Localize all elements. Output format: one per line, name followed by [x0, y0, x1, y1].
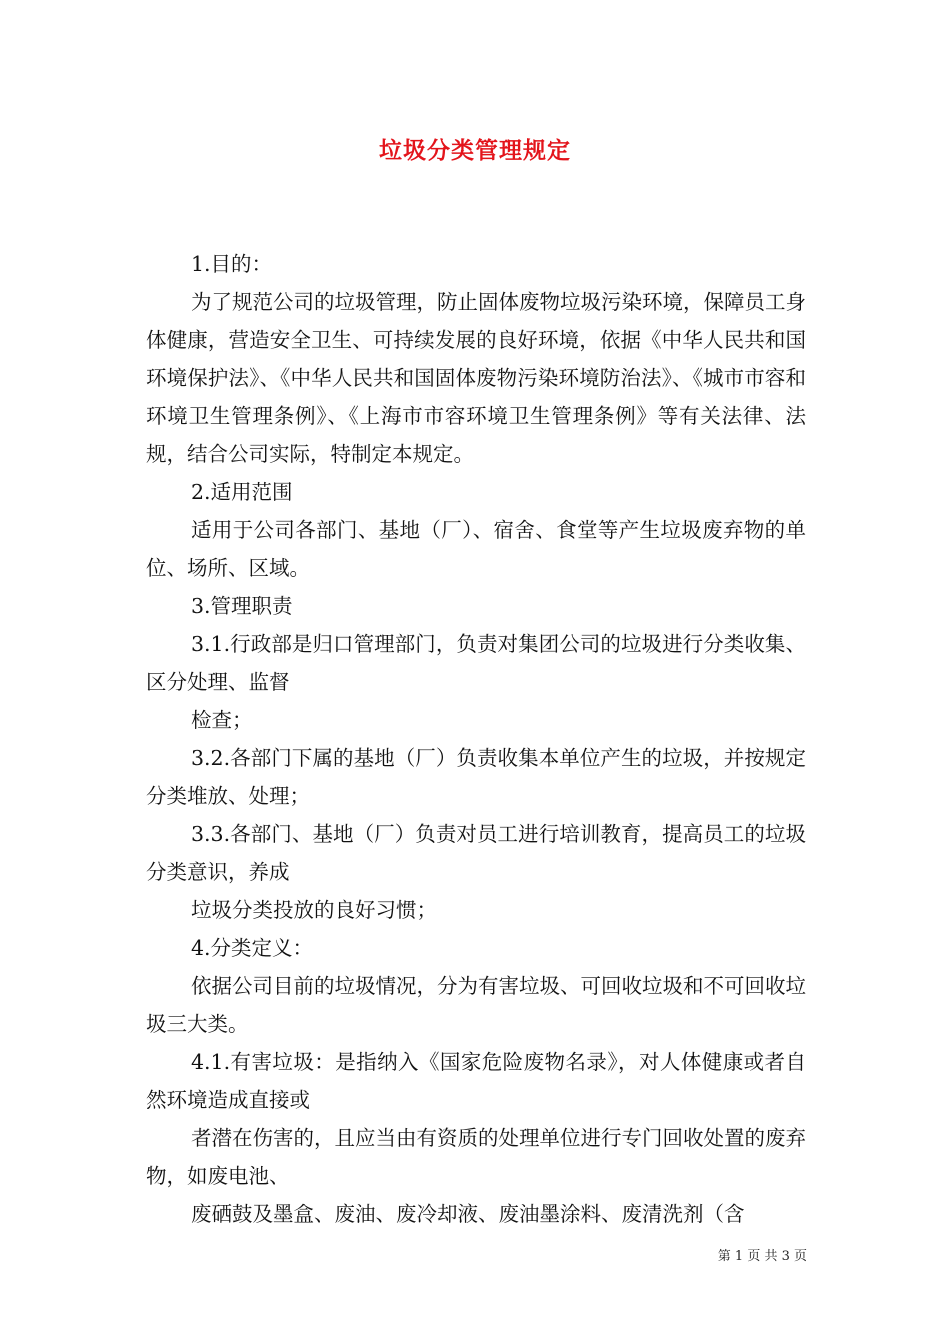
paragraph-hazardous-4-1: 4.1.有害垃圾：是指纳入《国家危险废物名录》，对人体健康或者自然环境造成直接或 — [146, 1050, 806, 1112]
page-number-footer: 第 1 页 共 3 页 — [717, 1249, 807, 1264]
paragraph-duty-3-2: 3.2.各部门下属的基地（厂）负责收集本单位产生的垃圾，并按规定分类堆放、处理； — [146, 746, 806, 808]
paragraph-scope-heading: 2.适用范围 — [191, 480, 293, 504]
paragraph-scope-text: 适用于公司各部门、基地（厂）、宿舍、食堂等产生垃圾废弃物的单位、场所、区域。 — [146, 518, 806, 580]
document-body — [146, 245, 806, 1233]
paragraph-purpose-heading: 1.目的： — [191, 252, 273, 276]
paragraph-hazardous-cont-1: 者潜在伤害的，且应当由有资质的处理单位进行专门回收处置的废弃物，如废电池、 — [146, 1126, 806, 1188]
paragraph-definition-heading: 4.分类定义： — [191, 936, 314, 960]
paragraph-duty-3-1: 3.1.行政部是归口管理部门，负责对集团公司的垃圾进行分类收集、区分处理、监督 — [146, 632, 806, 694]
paragraph-duties-heading: 3.管理职责 — [191, 594, 293, 618]
paragraph-definition-text: 依据公司目前的垃圾情况，分为有害垃圾、可回收垃圾和不可回收垃圾三大类。 — [146, 974, 806, 1036]
document-title: 垃圾分类管理规定 — [379, 137, 571, 164]
paragraph-duty-3-3-cont: 垃圾分类投放的良好习惯； — [191, 898, 437, 922]
paragraph-duty-3-3: 3.3.各部门、基地（厂）负责对员工进行培训教育，提高员工的垃圾分类意识，养成 — [146, 822, 806, 884]
paragraph-purpose-text: 为了规范公司的垃圾管理，防止固体废物垃圾污染环境，保障员工身体健康，营造安全卫生、可持续发展的良好环境，依据《中华人民共和国环境保护法》、《中华人民共和国固体废物污染环境防治法》、《城市市容和环境卫生管理条例》、《上海市市容环境卫生管理条例》等有关法律、法规，结合公司实际，特制定本规定。 — [146, 290, 806, 466]
paragraph-duty-3-1-cont: 检查； — [191, 708, 253, 732]
paragraph-hazardous-cont-2: 废硒鼓及墨盒、废油、废冷却液、废油墨涂料、废清洗剂（含 — [191, 1202, 745, 1226]
